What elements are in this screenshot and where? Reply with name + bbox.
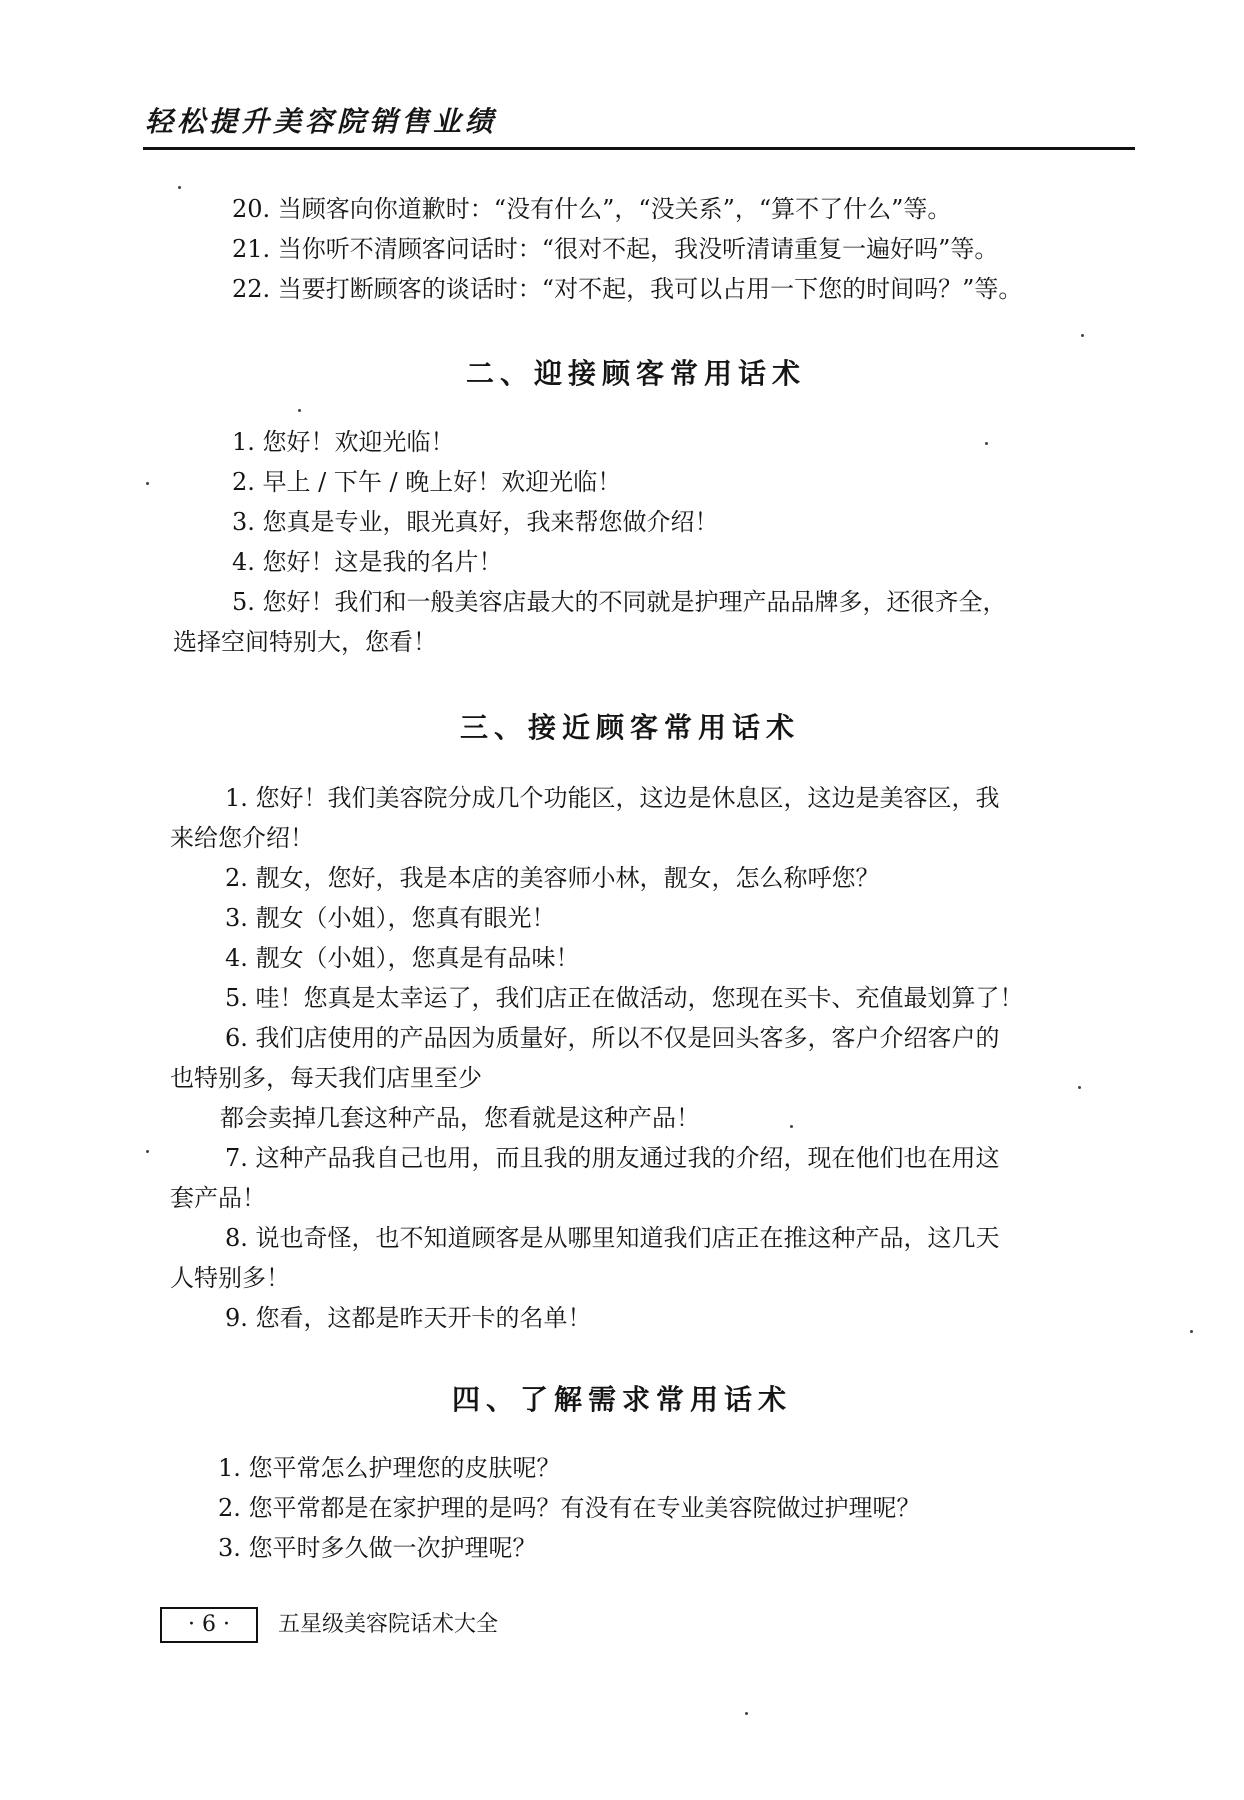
scan-speck <box>146 482 149 485</box>
list-item-continuation: 都会卖掉几套这种产品，您看就是这种产品！ <box>220 1104 700 1132</box>
list-item: 6. 我们店使用的产品因为质量好，所以不仅是回头客多，客户介绍客户的 <box>225 1024 1000 1052</box>
list-item: 5. 您好！我们和一般美容店最大的不同就是护理产品品牌多，还很齐全， <box>232 588 1007 616</box>
list-item: 2. 您平常都是在家护理的是吗？有没有在专业美容院做过护理呢？ <box>218 1494 921 1522</box>
list-item-continuation: 选择空间特别大，您看！ <box>173 628 437 656</box>
list-item: 7. 这种产品我自己也用，而且我的朋友通过我的介绍，现在他们也在用这 <box>225 1144 1000 1172</box>
section-heading: 二、迎接顾客常用话术 <box>466 357 807 390</box>
list-item: 8. 说也奇怪，也不知道顾客是从哪里知道我们店正在推这种产品，这几天 <box>225 1224 1000 1252</box>
list-item: 2. 靓女，您好，我是本店的美容师小林，靓女，怎么称呼您？ <box>225 864 880 892</box>
list-item: 3. 靓女（小姐），您真有眼光！ <box>225 904 556 932</box>
running-header-title: 轻松提升美容院销售业绩 <box>145 105 498 138</box>
header-rule <box>143 147 1135 150</box>
scan-speck <box>1081 334 1084 337</box>
list-item: 22. 当要打断顾客的谈话时：“对不起，我可以占用一下您的时间吗？”等。 <box>232 275 1023 303</box>
section-heading: 三、接近顾客常用话术 <box>460 711 801 744</box>
list-item: 4. 靓女（小姐），您真是有品味！ <box>225 944 580 972</box>
scan-speck <box>178 186 181 189</box>
list-item: 1. 您平常怎么护理您的皮肤呢？ <box>218 1454 561 1482</box>
scan-speck <box>1078 1086 1081 1089</box>
footer-series-title: 五星级美容院话术大全 <box>278 1612 499 1637</box>
scan-speck <box>745 1712 748 1715</box>
list-item: 1. 您好！我们美容院分成几个功能区，这边是休息区，这边是美容区，我 <box>225 784 1000 812</box>
scan-speck <box>298 409 301 412</box>
list-item: 4. 您好！这是我的名片！ <box>232 548 503 576</box>
list-item: 9. 您看，这都是昨天开卡的名单！ <box>225 1304 592 1332</box>
list-item: 3. 您平时多久做一次护理呢？ <box>218 1534 537 1562</box>
scan-speck <box>985 442 988 445</box>
list-item: 3. 您真是专业，眼光真好，我来帮您做介绍！ <box>232 508 719 536</box>
scan-speck <box>146 1150 149 1153</box>
scan-speck <box>1190 1330 1193 1333</box>
scan-speck <box>790 1125 793 1128</box>
section-heading: 四、了解需求常用话术 <box>452 1383 793 1416</box>
list-item-continuation: 人特别多！ <box>170 1264 290 1292</box>
list-item-continuation: 套产品！ <box>170 1184 266 1212</box>
list-item: 2. 早上 / 下午 / 晚上好！欢迎光临！ <box>232 468 622 496</box>
list-item-continuation: 也特别多，每天我们店里至少 <box>170 1064 482 1092</box>
list-item: 20. 当顾客向你道歉时：“没有什么”，“没关系”，“算不了什么”等。 <box>232 195 952 223</box>
list-item: 21. 当你听不清顾客问话时：“很对不起，我没听清请重复一遍好吗”等。 <box>232 235 999 263</box>
list-item: 1. 您好！欢迎光临！ <box>232 428 455 456</box>
list-item: 5. 哇！您真是太幸运了，我们店正在做活动，您现在买卡、充值最划算了！ <box>225 984 1024 1012</box>
page-number-box: · 6 · <box>160 1607 258 1643</box>
list-item-continuation: 来给您介绍！ <box>170 824 314 852</box>
